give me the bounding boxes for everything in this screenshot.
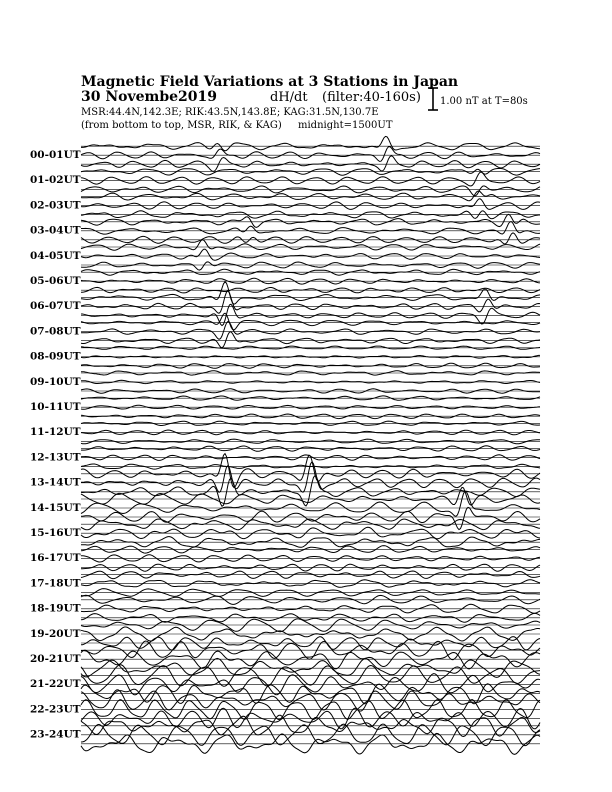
trace-rik: [81, 147, 540, 162]
order-label: (from bottom to top, MSR, RIK, & KAG): [81, 120, 282, 131]
hour-label: 12-13UT: [30, 451, 81, 464]
hour-label: 13-14UT: [30, 476, 81, 489]
trace-kag: [81, 168, 540, 175]
hour-label: 10-11UT: [30, 401, 81, 413]
traces: [81, 136, 540, 754]
hour-label: 20-21UT: [30, 653, 81, 665]
trace-rik: [81, 355, 540, 358]
filter-label: (filter:40-160s): [322, 90, 421, 105]
trace-kag: [81, 313, 540, 330]
trace-msr: [81, 332, 540, 348]
hour-label: 11-12UT: [30, 426, 81, 439]
hour-label: 21-22UT: [30, 678, 81, 691]
hour-label: 07-08UT: [30, 325, 81, 338]
hour-label: 02-03UT: [30, 199, 81, 212]
trace-kag: [81, 619, 540, 632]
trace-rik: [81, 491, 540, 516]
hour-label: 03-04UT: [30, 224, 81, 237]
trace-rik: [81, 222, 540, 235]
hour-label: 23-24UT: [30, 728, 81, 741]
trace-msr: [81, 211, 540, 219]
hour-label: 17-18UT: [30, 577, 81, 590]
hour-label: 16-17UT: [30, 552, 81, 565]
hour-label: 15-16UT: [30, 527, 81, 539]
trace-kag: [81, 454, 540, 488]
hour-label: 00-01UT: [30, 149, 81, 161]
scale-bar-label: 1.00 nT at T=80s: [440, 96, 528, 107]
hour-label: 18-19UT: [30, 602, 81, 615]
hour-label: 14-15UT: [30, 501, 81, 514]
chart-title: Magnetic Field Variations at 3 Stations in Japan: [81, 74, 459, 90]
scale-bar: [428, 88, 528, 110]
trace-kag: [81, 214, 540, 227]
chart-date: 30 Novembe2019: [81, 89, 218, 105]
trace-kag: [81, 396, 540, 400]
stations-label: MSR:44.4N,142.3E; RIK:43.5N,143.8E; KAG:31.5N,130.7E: [81, 107, 379, 118]
hour-label: 01-02UT: [30, 174, 81, 187]
hour-label: 19-20UT: [30, 627, 81, 640]
trace-kag: [81, 282, 540, 304]
trace-rik: [81, 291, 540, 313]
hour-label: 05-06UT: [30, 275, 81, 287]
midnight-label: midnight=1500UT: [298, 120, 393, 131]
trace-rik: [81, 172, 540, 186]
hour-label: 08-09UT: [30, 350, 81, 363]
trace-msr: [81, 156, 540, 172]
trace-kag: [81, 240, 540, 251]
trace-rik: [81, 249, 540, 260]
hour-labels: [30, 149, 81, 741]
hour-label: 06-07UT: [30, 300, 81, 313]
trace-kag: [81, 136, 540, 150]
hour-label: 09-10UT: [30, 375, 81, 388]
hour-label: 22-23UT: [30, 703, 81, 716]
hour-label: 04-05UT: [30, 249, 81, 262]
trace-msr: [81, 233, 540, 244]
quantity-label: dH/dt: [270, 90, 308, 105]
trace-msr: [81, 262, 540, 270]
